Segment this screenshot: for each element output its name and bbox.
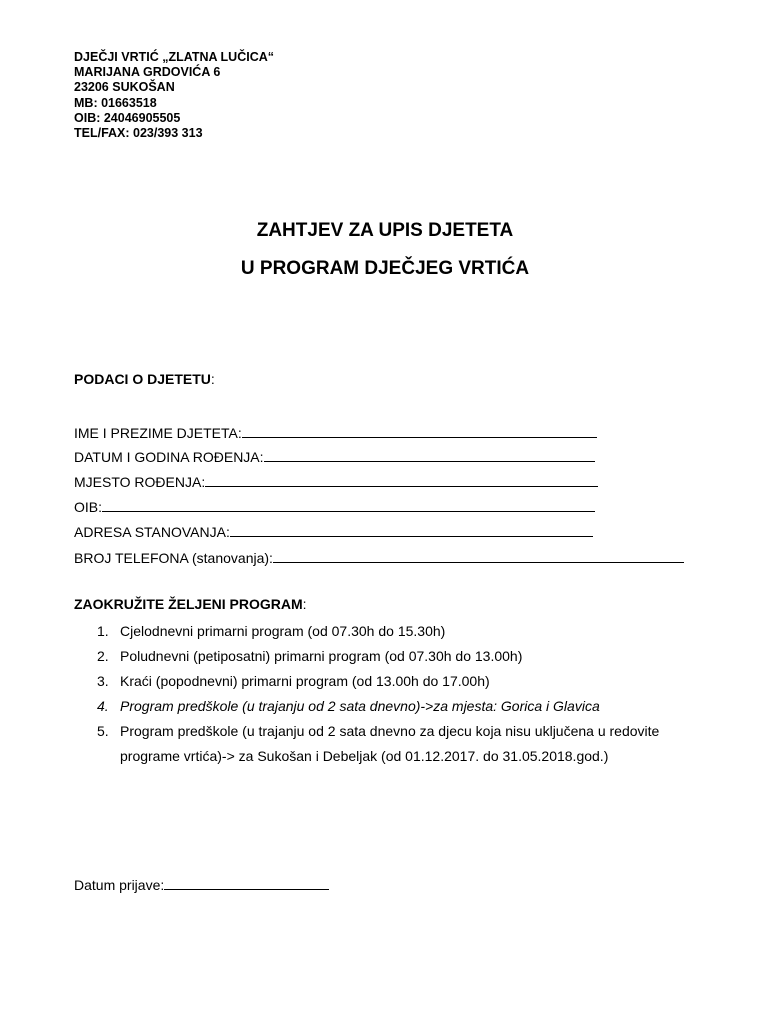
list-item[interactable]: [97, 719, 697, 769]
header-mb: MB: 01663518: [74, 95, 157, 110]
child-section-heading: [74, 371, 215, 387]
document-title-line2: U PROGRAM DJEČJEG VRTIĆA: [240, 258, 530, 279]
header-city: 23206 SUKOŠAN: [74, 80, 175, 95]
item-text: Poludnevni (petiposatni) primarni program (od 07.30h do 13.00h): [120, 648, 523, 664]
item-number: 4.: [97, 698, 109, 714]
field-address[interactable]: [74, 518, 593, 540]
child-section-heading-colon: :: [210, 371, 215, 387]
list-item[interactable]: [97, 619, 697, 644]
field-phone[interactable]: [74, 544, 684, 566]
field-application-date[interactable]: [74, 871, 329, 893]
item-text: Program predškole (u trajanju od 2 sata dnevno)->za mjesta: Gorica i Glavica: [120, 698, 600, 714]
item-number: 5.: [97, 723, 109, 739]
field-underline[interactable]: [164, 875, 329, 890]
field-underline[interactable]: [230, 522, 593, 537]
header-name: DJEČJI VRTIĆ „ZLATNA LUČICA“: [74, 50, 274, 64]
header-oib: OIB: 24046905505: [74, 110, 181, 125]
header-street: MARIJANA GRDOVIĆA 6: [74, 65, 221, 80]
document-title-line1: ZAHTJEV ZA UPIS DJETETA: [256, 220, 514, 241]
field-label: ADRESA STANOVANJA:: [74, 524, 230, 540]
field-label: IME I PREZIME DJETETA:: [74, 425, 242, 441]
item-text: Cjelodnevni primarni program (od 07.30h do 15.30h): [120, 623, 446, 639]
field-label: BROJ TELEFONA (stanovanja):: [74, 550, 273, 566]
item-number: 1.: [97, 623, 109, 639]
list-item[interactable]: [97, 669, 697, 694]
kindergarten-header: [74, 50, 274, 141]
field-label: Datum prijave:: [74, 877, 165, 893]
field-underline[interactable]: [264, 447, 595, 462]
item-number: 3.: [97, 673, 109, 689]
field-oib[interactable]: [74, 493, 595, 515]
field-birth-place[interactable]: [74, 468, 598, 490]
header-phone: TEL/FAX: 023/393 313: [74, 126, 203, 141]
field-birth-date[interactable]: [74, 443, 595, 465]
program-list: [97, 619, 697, 769]
program-section-heading-colon: :: [302, 596, 307, 612]
field-label: MJESTO ROĐENJA:: [74, 474, 206, 490]
program-section-heading: [74, 596, 307, 612]
field-underline[interactable]: [242, 423, 597, 438]
list-item[interactable]: [97, 644, 697, 669]
field-underline[interactable]: [273, 548, 684, 563]
program-section-heading-text: ZAOKRUŽITE ŽELJENI PROGRAM: [74, 596, 303, 612]
field-underline[interactable]: [205, 472, 598, 487]
item-text: Program predškole (u trajanju od 2 sata dnevno za djecu koja nisu uključena u redovite programe vrtića)-> za Sukošan i Debeljak (od 01.12.2017. do 31.05.2018.god.): [120, 723, 660, 764]
child-section-heading-text: PODACI O DJETETU: [74, 371, 211, 387]
field-label: DATUM I GODINA ROĐENJA:: [74, 449, 264, 465]
field-child-name[interactable]: [74, 419, 597, 441]
list-item[interactable]: [97, 694, 697, 719]
item-text: Kraći (popodnevni) primarni program (od 13.00h do 17.00h): [120, 673, 490, 689]
item-number: 2.: [97, 648, 109, 664]
field-label: OIB:: [74, 499, 103, 515]
field-underline[interactable]: [102, 497, 595, 512]
